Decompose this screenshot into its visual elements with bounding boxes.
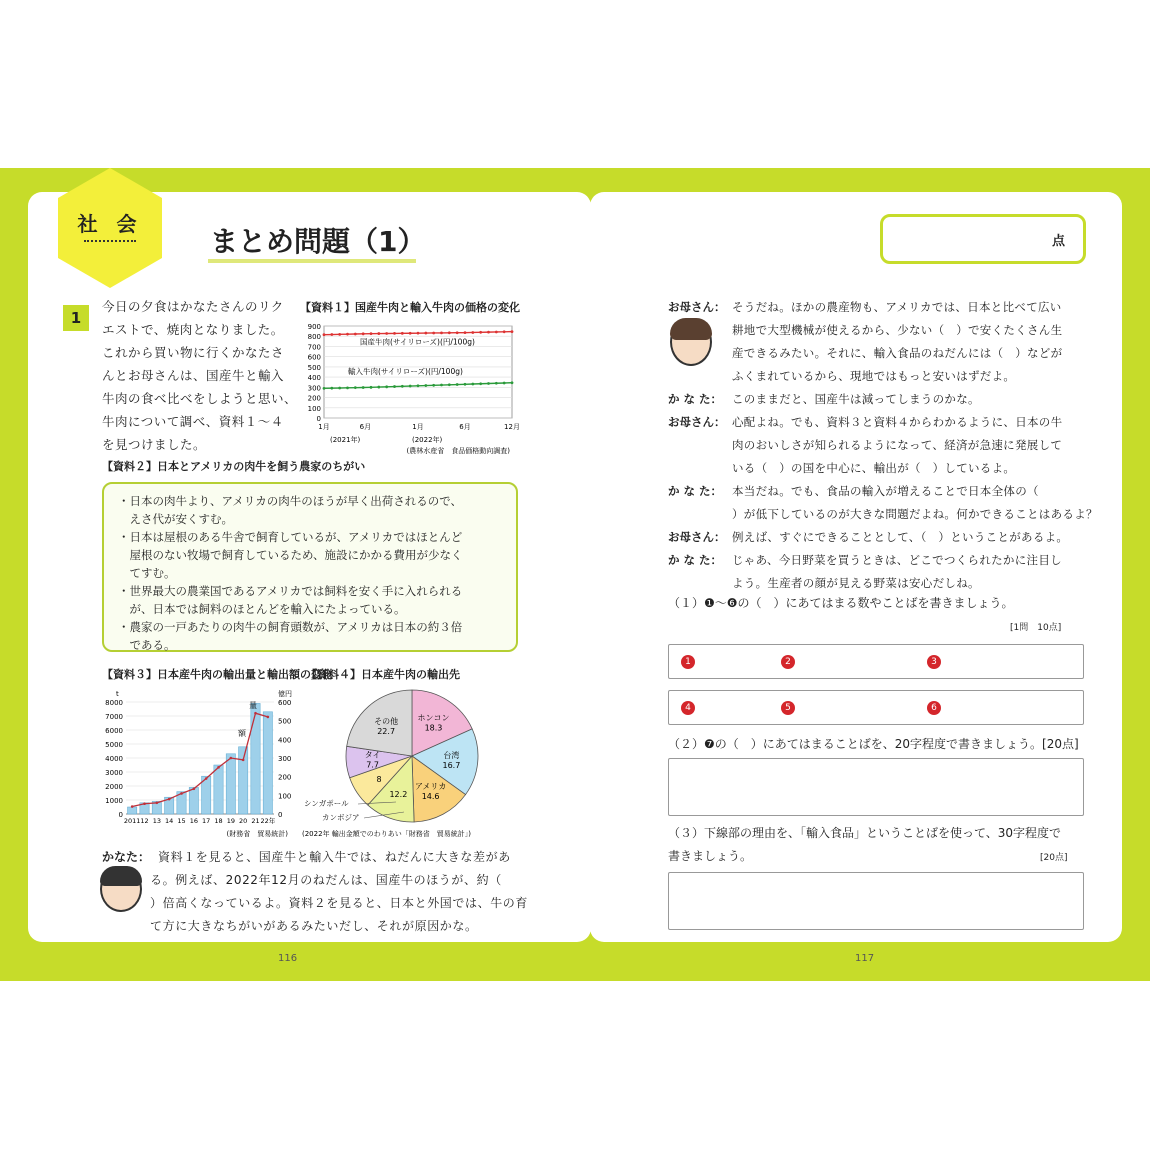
m1-point	[417, 332, 420, 335]
material3-bar-chart	[96, 688, 302, 838]
dialog-left-line: る。例えば、2022年12月のねだんは、国産牛のほうが、約（	[150, 873, 502, 887]
m3-value-point	[156, 802, 159, 805]
dialog-speaker: か な た：	[668, 392, 723, 406]
m1-point	[456, 383, 459, 386]
m3-bar	[189, 787, 198, 814]
m3-unit-right: 億円	[278, 690, 292, 698]
m1-point	[503, 330, 506, 333]
dialog-right-line: ）が低下しているのが大きな問題だよね。何かできることはあるよ？	[732, 507, 1098, 521]
dialog-left-line: ）倍高くなっているよ。資料２を見ると、日本と外国では、牛の育	[150, 896, 529, 910]
m4-slice-value: 16.7	[442, 760, 461, 770]
m1-point	[464, 331, 467, 334]
m3-ytick-left: 4000	[105, 755, 123, 763]
question-number: 1	[63, 305, 89, 331]
dialog-right-line: ふくまれているから、現地ではもっと安いはずだよ。	[732, 369, 1016, 383]
m1-label-import: 輸入牛肉(サイリローズ)(円/100g)	[348, 367, 463, 377]
m1-point	[440, 384, 443, 387]
m4-note: (2022年 輸出金額でのわりあい「財務省 貿易統計」)	[302, 830, 472, 838]
dialog-speaker: お母さん：	[668, 415, 726, 429]
m1-xtick: 6月	[359, 423, 372, 431]
m1-point	[495, 331, 498, 334]
m3-value-point	[168, 798, 171, 801]
answer-box-1-3[interactable]	[668, 644, 1084, 679]
m1-point	[487, 331, 490, 334]
question-3-line1: （３）下線部の理由を、「輸入食品」ということばを使って、30字程度で	[668, 826, 1062, 840]
m3-xtick: 21	[251, 817, 260, 825]
m3-value-point	[131, 805, 134, 808]
m3-ytick-right: 500	[278, 717, 292, 726]
m3-bar	[226, 754, 235, 814]
dialog-right-line: 耕地で大型機械が使えるから、少ない（ ）で安くたくさん生	[732, 323, 1063, 337]
m1-point	[346, 386, 349, 389]
m3-source: (財務省 貿易統計)	[226, 830, 288, 838]
dialog-right-line: そうだね。ほかの農産物も、アメリカでは、日本と比べて広い	[732, 300, 1062, 314]
dialog-right-line: いる（ ）の国を中心に、輸出が（ ）しているよ。	[732, 461, 1016, 475]
m4-label-singapore: シンガポール	[304, 799, 349, 808]
m1-point	[338, 387, 341, 390]
m3-xtick: 18	[214, 817, 223, 825]
m3-ytick-right: 100	[278, 792, 292, 801]
m1-point	[393, 385, 396, 388]
m3-ytick-left: 2000	[105, 783, 123, 791]
answer-box-q3[interactable]	[668, 872, 1084, 930]
material2-line: ・農家の一戸あたりの肉牛の飼育頭数が、アメリカは日本の約３倍	[118, 620, 463, 634]
m1-point	[362, 332, 365, 335]
m3-bar	[251, 703, 260, 814]
m3-xtick: 12	[140, 817, 149, 825]
m4-slice-value: 7.7	[366, 760, 379, 770]
m3-value-point	[143, 802, 146, 805]
m3-label-val: 額	[238, 729, 246, 738]
dialog-speaker: お母さん：	[668, 300, 726, 314]
subject-label: 社 会	[77, 212, 143, 236]
m1-point	[409, 332, 412, 335]
m3-ytick-left: 3000	[105, 769, 123, 777]
m3-xtick: 16	[189, 817, 198, 825]
dialog-right-line: 心配よね。でも、資料３と資料４からわかるように、日本の牛	[732, 415, 1063, 429]
material2-line: である。	[118, 638, 176, 652]
m3-ytick-right: 400	[278, 736, 292, 745]
m3-value-point	[254, 712, 257, 715]
m3-value-point	[217, 766, 220, 769]
m1-xtick: 1月	[412, 423, 424, 431]
material2-line: 屋根のない牧場で飼育しているため、施設にかかる費用が少なく	[118, 548, 463, 562]
material2-line: が、日本では飼料のほとんどを輸入にたよっている。	[118, 602, 406, 616]
m1-point	[354, 386, 357, 389]
marker-6: 6	[927, 701, 941, 715]
m4-slice-label: その他	[374, 717, 399, 727]
m1-point	[417, 384, 420, 387]
m3-unit-left: t	[116, 690, 119, 698]
material4-title: 【資料４】日本産牛肉の輸出先	[306, 668, 460, 681]
m1-ytick: 100	[307, 404, 321, 413]
m3-ytick-right: 0	[278, 811, 283, 819]
m1-ytick: 300	[307, 384, 321, 393]
m1-point	[370, 386, 373, 389]
m1-point	[323, 387, 326, 390]
title-underline	[208, 259, 416, 263]
m1-ytick: 600	[307, 353, 321, 362]
m1-ytick: 900	[307, 323, 321, 331]
intro-line: 牛肉の食べ比べをしようと思い、	[102, 391, 298, 406]
m1-point	[456, 331, 459, 334]
m1-point	[448, 383, 451, 386]
question-3-line2: 書きましょう。	[668, 849, 753, 863]
intro-line: を見つけました。	[102, 437, 207, 452]
m4-slice-label: 台湾	[443, 750, 460, 760]
m1-point	[401, 385, 404, 388]
m1-ytick: 500	[307, 363, 321, 372]
m1-point	[495, 382, 498, 385]
m3-bar	[214, 765, 223, 814]
m3-ytick-left: 0	[118, 811, 123, 819]
dialog-right-line: じゃあ、今日野菜を買うときは、どこでつくられたかに注目し	[732, 553, 1062, 567]
material2-line: ・世界最大の農業国であるアメリカでは飼料を安く手に入れられる	[118, 584, 463, 598]
answer-box-4-6[interactable]	[668, 690, 1084, 725]
m1-point	[440, 332, 443, 335]
m1-ytick: 400	[307, 374, 321, 383]
m1-year-label: (2022年)	[412, 436, 443, 444]
dialog-speaker: お母さん：	[668, 530, 726, 544]
m1-point	[362, 386, 365, 389]
material2-line: ・日本は屋根のある牛舎で飼育しているが、アメリカではほとんど	[118, 530, 463, 544]
marker-3: 3	[927, 655, 941, 669]
m3-value-point	[267, 716, 270, 719]
m1-point	[464, 383, 467, 386]
m3-xtick: 2011	[123, 817, 141, 825]
material2-box	[102, 482, 518, 652]
m1-ytick: 700	[307, 343, 321, 352]
m3-xtick: 14	[165, 817, 174, 825]
m4-slice-value: 14.6	[421, 791, 440, 801]
m3-ytick-right: 600	[278, 699, 292, 707]
m1-point	[385, 332, 388, 335]
m4-slice-label: ホンコン	[417, 713, 450, 723]
m1-point	[432, 384, 435, 387]
m3-bar	[128, 807, 137, 814]
m3-xtick: 13	[152, 817, 161, 825]
dialog-right-line: よう。生産者の顔が見える野菜は安心だしね。	[732, 576, 980, 590]
m1-point	[503, 382, 506, 385]
m3-ytick-right: 200	[278, 773, 292, 782]
marker-2: 2	[781, 655, 795, 669]
m1-point	[377, 332, 380, 335]
dialog-left-line: て方に大きなちがいがあるみたいだし、それが原因かな。	[150, 919, 478, 933]
material2-line: えさ代が安くすむ。	[118, 512, 233, 526]
speaker-kanata: かなた：	[102, 850, 151, 864]
m3-xtick: 22年	[260, 817, 276, 825]
m3-bar	[263, 712, 272, 814]
answer-box-q2[interactable]	[668, 758, 1084, 816]
m3-ytick-left: 7000	[105, 713, 123, 721]
subject-divider	[84, 240, 136, 242]
m3-value-point	[230, 757, 233, 760]
intro-line: エストで、焼肉となりました。	[102, 322, 284, 337]
m3-value-point	[205, 777, 208, 780]
m4-slice-value: 18.3	[424, 723, 443, 733]
intro-line: 今日の夕食はかなたさんのリク	[102, 299, 284, 314]
m1-xtick: 6月	[459, 423, 471, 431]
material1-line-chart	[298, 318, 520, 460]
kanata-avatar	[100, 866, 142, 912]
dialog-right-line: 産できるみたい。それに、輸入食品のねだんには（ ）などが	[732, 346, 1063, 360]
m1-point	[479, 382, 482, 385]
intro-line: 牛肉について調べ、資料１～４	[102, 414, 284, 429]
m4-label-cambodia: カンボジア	[322, 813, 360, 822]
dialog-right-line: 肉のおいしさが知られるようになって、経済が急速に発展して	[732, 438, 1063, 452]
m1-point	[471, 383, 474, 386]
m4-slice-label: タイ	[364, 750, 381, 760]
m3-label-qty: 量	[249, 701, 257, 710]
mother-avatar	[670, 318, 712, 366]
m4-slice-value: 22.7	[377, 727, 396, 737]
m3-xtick: 15	[177, 817, 186, 825]
page-title: まとめ問題（1）	[210, 225, 426, 258]
m1-point	[330, 333, 333, 336]
m1-ytick: 800	[307, 333, 321, 342]
intro-line: これから買い物に行くかなたさ	[102, 345, 285, 360]
m1-point	[409, 385, 412, 388]
m3-xtick: 17	[202, 817, 211, 825]
m3-value-point	[242, 759, 245, 762]
m1-point	[401, 332, 404, 335]
m4-slice-value: 8	[376, 774, 382, 784]
marker-4: 4	[681, 701, 695, 715]
m4-slice-label: アメリカ	[414, 781, 447, 791]
m1-point	[432, 332, 435, 335]
m1-xtick: 12月	[504, 423, 520, 431]
m1-ytick: 0	[316, 415, 321, 423]
page-number-right: 117	[855, 953, 875, 964]
m1-point	[424, 332, 427, 335]
m3-ytick-left: 1000	[105, 797, 123, 805]
m3-ytick-left: 5000	[105, 741, 123, 749]
page-number-left: 116	[278, 953, 298, 964]
marker-5: 5	[781, 701, 795, 715]
question-1: （１）❶～❻の（ ）にあてはまる数やことばを書きましょう。	[668, 596, 1014, 610]
m3-xtick: 20	[239, 817, 248, 825]
m1-label-domestic: 国産牛肉(サイリローズ)(円/100g)	[360, 337, 475, 347]
material1-title: 【資料１】国産牛肉と輸入牛肉の価格の変化	[300, 301, 520, 314]
m1-point	[354, 333, 357, 336]
material2-line: てすむ。	[118, 566, 176, 580]
material4-pie-chart	[300, 684, 522, 842]
question-2: （２）❼の（ ）にあてはまることばを、20字程度で書きましょう。[20点]	[668, 737, 1079, 751]
marker-1: 1	[681, 655, 695, 669]
m3-ytick-left: 6000	[105, 727, 123, 735]
m1-point	[377, 386, 380, 389]
question-1-points: [1問 10点]	[1010, 623, 1062, 633]
m1-year-label: (2021年)	[330, 436, 361, 444]
m3-value-point	[193, 788, 196, 791]
m1-point	[346, 333, 349, 336]
m1-point	[330, 387, 333, 390]
m3-xtick: 19	[226, 817, 235, 825]
material2-title: 【資料２】日本とアメリカの肉牛を飼う農家のちがい	[102, 460, 366, 473]
m1-point	[511, 330, 514, 333]
m1-point	[471, 331, 474, 334]
m3-bar	[239, 747, 248, 814]
score-unit: 点	[1052, 234, 1066, 249]
dialog-right-line: このままだと、国産牛は減ってしまうのかな。	[732, 392, 980, 406]
m1-point	[487, 382, 490, 385]
dialog-speaker: か な た：	[668, 484, 723, 498]
m3-ytick-left: 8000	[105, 699, 123, 707]
m1-point	[448, 331, 451, 334]
dialog-left-line: 資料１を見ると、国産牛と輸入牛では、ねだんに大きな差があ	[158, 850, 511, 864]
question-3-points: [20点]	[1040, 853, 1068, 863]
m1-ytick: 200	[307, 394, 321, 403]
m1-point	[424, 384, 427, 387]
m4-slice-value: 12.2	[389, 790, 408, 800]
m1-point	[370, 332, 373, 335]
material3-title: 【資料３】日本産牛肉の輸出量と輸出額の変化	[102, 668, 333, 681]
m1-point	[479, 331, 482, 334]
material2-line: ・日本の肉牛より、アメリカの肉牛のほうが早く出荷されるので、	[118, 494, 462, 508]
m1-point	[323, 333, 326, 336]
dialog-right-line: 本当だね。でも、食品の輸入が増えることで日本全体の（	[732, 484, 1039, 498]
m1-point	[511, 381, 514, 384]
m1-xtick: 1月	[318, 423, 330, 431]
m1-source: (農林水産省 食品価格動向調査)	[406, 447, 510, 455]
intro-line: んとお母さんは、国産牛と輸入	[102, 368, 285, 383]
m1-point	[385, 385, 388, 388]
m3-value-point	[180, 792, 183, 795]
m3-ytick-right: 300	[278, 755, 292, 763]
m1-point	[338, 333, 341, 336]
m1-point	[393, 332, 396, 335]
dialog-speaker: か な た：	[668, 553, 723, 567]
dialog-right-line: 例えば、すぐにできることとして、（ ）ということがあるよ。	[732, 530, 1069, 544]
